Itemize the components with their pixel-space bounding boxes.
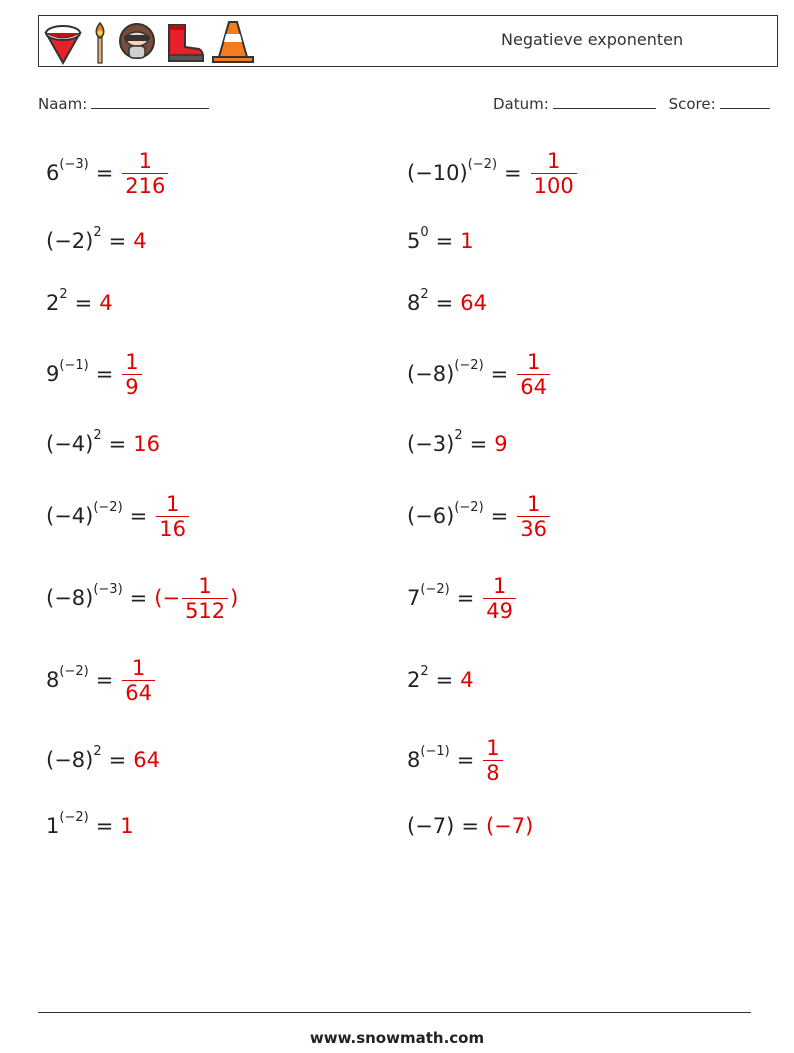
problem-exponent: 2 [93,224,102,240]
problem-exponent: (−1) [59,357,89,373]
answer [133,432,160,456]
problem-base: (−8) [46,586,94,610]
answer-fraction [483,575,516,622]
problem-item [46,745,160,775]
problem-exponent: (−3) [93,581,123,597]
equals-sign: = [490,504,509,528]
answer [120,814,133,838]
answer [460,668,473,692]
problem-base: 8 [407,748,421,772]
answer-fraction [182,575,228,622]
problem-exponent: 2 [93,743,102,759]
problem-exponent: 2 [420,663,429,679]
answer [494,432,507,456]
equals-sign: = [456,586,475,610]
answer-value: 64 [460,291,487,315]
answer-fraction [483,737,502,784]
problem-exponent: (−2) [454,357,484,373]
problem-exponent: 2 [420,286,429,302]
equals-sign: = [95,161,114,185]
date-score-fields [493,94,770,113]
answer [481,575,518,622]
fraction-denominator: 9 [122,374,141,398]
fraction-numerator: 1 [165,491,180,516]
fraction-numerator: 1 [546,148,561,173]
name-label: Naam: [38,95,88,113]
answer [120,351,143,398]
answer-value: 16 [133,432,160,456]
fraction-denominator: 16 [156,516,189,540]
answer-fraction [122,657,155,704]
problem-exponent: (−2) [59,809,89,825]
problem-item [407,226,474,256]
problem-base: (−7) [407,814,455,838]
fraction-numerator: 1 [198,573,212,598]
score-label: Score: [668,95,716,113]
problem-exponent: (−1) [420,743,450,759]
page-title: Negatieve exponenten [501,30,684,49]
score-blank [720,94,770,109]
equals-sign: = [108,432,127,456]
problem-base: 8 [407,291,421,315]
footer-divider [38,1012,751,1013]
answer [460,291,487,315]
match-icon [89,19,111,65]
name-blank [91,94,209,109]
answer-value: 1 [460,229,474,253]
problem-item [46,288,113,318]
answer [133,748,160,772]
answer [486,814,533,838]
problem-item [46,488,191,544]
fraction-numerator: 1 [492,573,507,598]
problem-base: (−8) [407,362,455,386]
date-blank [553,94,656,109]
problem-exponent: (−2) [467,156,498,172]
answer [120,150,170,197]
fraction-numerator: 1 [486,735,500,760]
fraction-denominator: 512 [182,598,228,622]
worksheet-header [38,15,778,67]
answer [154,493,191,540]
header-icons [43,19,255,65]
problem-base: (−10) [407,161,468,185]
answer-fraction [517,351,550,398]
problem-item [407,346,552,402]
equals-sign: = [95,668,114,692]
problem-item [407,570,518,626]
answer [515,493,552,540]
equals-sign: = [129,586,148,610]
fraction-denominator: 216 [122,173,168,197]
problem-exponent: 0 [420,224,429,240]
problem-item [46,652,157,708]
problem-exponent: (−2) [93,499,123,515]
equals-sign: = [469,432,488,456]
problem-exponent: (−3) [59,156,89,172]
problem-item [407,429,508,459]
answer-value: 1 [120,814,134,838]
problem-base: (−8) [46,748,94,772]
boot-icon [163,19,205,65]
problem-item [46,346,144,402]
answer [460,229,473,253]
answer [154,575,238,622]
fraction-denominator: 100 [531,173,577,197]
fraction-numerator: 1 [125,349,139,374]
answer [99,291,112,315]
problem-exponent: 2 [93,427,102,443]
answer-value: 9 [494,432,508,456]
problem-base: (−2) [46,229,94,253]
problem-exponent: (−2) [59,663,89,679]
answer-value: 4 [133,229,147,253]
equals-sign: = [435,229,454,253]
problem-item [407,145,579,201]
date-label: Datum: [493,95,549,113]
answer-value: 4 [460,668,474,692]
problem-base: (−6) [407,504,455,528]
gas-mask-icon [117,19,157,65]
problem-base: 9 [46,362,60,386]
fraction-numerator: 1 [131,655,146,680]
problem-base: 1 [46,814,60,838]
answer-value: (−7) [485,814,534,838]
problem-exponent: (−2) [454,499,484,515]
problem-base: 5 [407,229,421,253]
traffic-cone-icon [211,19,255,65]
answer-value: 4 [99,291,113,315]
equals-sign: = [435,668,454,692]
answer [120,657,157,704]
fraction-denominator: 64 [517,374,550,398]
answer-value: 64 [133,748,160,772]
fraction-numerator: 1 [526,349,541,374]
equals-sign: = [456,748,475,772]
fraction-denominator: 8 [483,760,502,784]
problem-base: 2 [407,668,421,692]
answer-fraction [122,351,141,398]
answer-fraction [122,150,168,197]
problem-item [407,811,533,841]
equals-sign: = [490,362,509,386]
problem-item [46,226,147,256]
name-field [38,94,209,113]
problem-item [407,288,487,318]
problem-exponent: 2 [59,286,68,302]
answer-fraction [156,493,189,540]
equals-sign: = [108,229,127,253]
equals-sign: = [504,161,522,185]
equals-sign: = [461,814,479,838]
equals-sign: = [129,504,148,528]
problem-item [407,488,552,544]
answer [481,737,504,784]
problem-item [46,145,170,201]
problem-base: 7 [407,586,421,610]
answer-suffix: ) [230,586,239,610]
fraction-numerator: 1 [526,491,541,516]
problem-item [46,570,238,626]
problem-base: 2 [46,291,60,315]
problem-item [407,732,505,788]
equals-sign: = [95,814,114,838]
problem-base: (−4) [46,504,94,528]
equals-sign: = [108,748,127,772]
fraction-numerator: 1 [138,148,153,173]
funnel-icon [43,19,83,65]
equals-sign: = [95,362,114,386]
answer [529,150,579,197]
problem-base: 6 [46,161,60,185]
equals-sign: = [74,291,93,315]
answer-fraction [517,493,550,540]
answer [515,351,552,398]
answer-prefix: (− [154,586,181,610]
problem-exponent: (−2) [420,581,450,597]
problem-item [46,811,134,841]
problem-item [46,429,160,459]
problem-base: (−3) [407,432,455,456]
answer-fraction [531,150,577,197]
problem-exponent: 2 [454,427,463,443]
fraction-denominator: 36 [517,516,550,540]
fraction-denominator: 64 [122,680,155,704]
fraction-denominator: 49 [483,598,516,622]
footer-url: www.snowmath.com [309,1029,485,1047]
problem-base: (−4) [46,432,94,456]
problem-item [407,665,474,695]
problem-base: 8 [46,668,60,692]
answer [133,229,146,253]
equals-sign: = [435,291,454,315]
